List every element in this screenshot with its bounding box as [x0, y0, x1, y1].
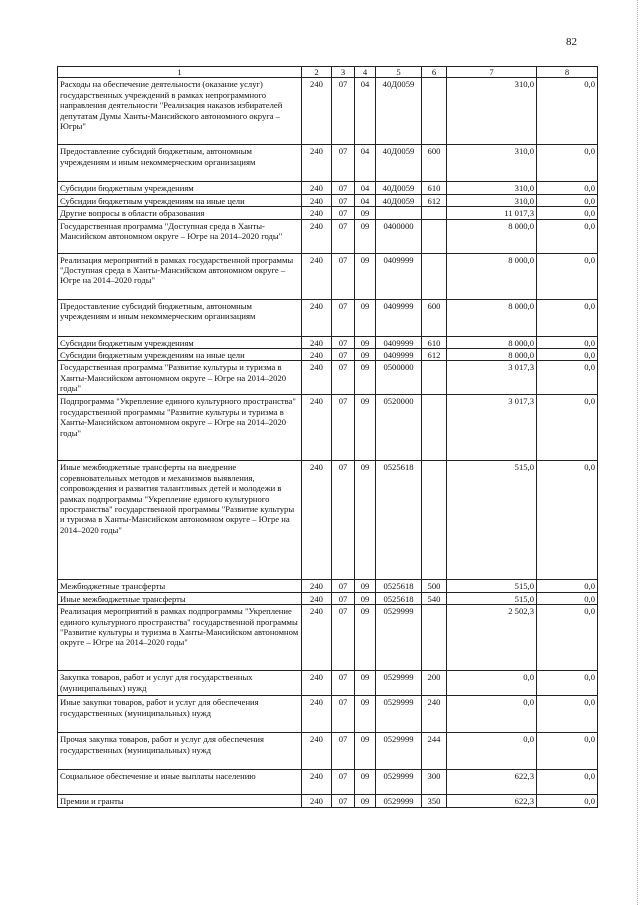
- table-row: [58, 194, 598, 206]
- row-name-cell: Другие вопросы в области образования: [58, 207, 302, 219]
- subsection-code-cell: 04: [355, 194, 376, 206]
- federal-amount-cell: 0,0: [537, 671, 598, 696]
- page-number: 82: [566, 36, 577, 48]
- target-article-cell: 0529999: [376, 696, 422, 733]
- subsection-code-cell: 09: [355, 361, 376, 395]
- federal-amount-cell: 0,0: [537, 78, 598, 145]
- row-name-cell: Закупка товаров, работ и услуг для государственных (муниципальных) нужд: [58, 671, 302, 696]
- federal-amount-cell: 0,0: [537, 592, 598, 604]
- row-name-cell: Государственная программа "Развитие культуры и туризма в Ханты-Мансийском автономном округе – Югре на 2014–2020 годы": [58, 361, 302, 395]
- expense-type-cell: [422, 253, 447, 299]
- federal-amount-cell: 0,0: [537, 207, 598, 219]
- federal-amount-cell: 0,0: [537, 145, 598, 182]
- section-code-cell: 07: [332, 671, 355, 696]
- header-col-7: 7: [447, 67, 537, 78]
- section-code-cell: 07: [332, 461, 355, 580]
- section-code-cell: 07: [332, 592, 355, 604]
- subsection-code-cell: 09: [355, 207, 376, 219]
- subsection-code-cell: 04: [355, 145, 376, 182]
- amount-cell: 0,0: [447, 733, 537, 770]
- header-col-6: 6: [422, 67, 447, 78]
- expense-type-cell: [422, 78, 447, 145]
- section-code-cell: 07: [332, 299, 355, 336]
- table-row: [58, 733, 598, 770]
- expense-type-cell: 240: [422, 696, 447, 733]
- table-row: [58, 580, 598, 592]
- row-name-cell: Субсидии бюджетным учреждениям: [58, 336, 302, 348]
- federal-amount-cell: 0,0: [537, 194, 598, 206]
- table-row: [58, 182, 598, 194]
- row-name-cell: Расходы на обеспечение деятельности (оказание услуг) государственных учреждений в рамках непрограммного направления деятельности "Реализация наказов избирателей депутатам Думы Ханты-Мансийского автономного округа – Югры": [58, 78, 302, 145]
- target-article-cell: 40Д0059: [376, 182, 422, 194]
- table-row: [58, 336, 598, 348]
- amount-cell: 515,0: [447, 592, 537, 604]
- grbs-code-cell: 240: [302, 580, 332, 592]
- target-article-cell: 0409999: [376, 299, 422, 336]
- federal-amount-cell: 0,0: [537, 361, 598, 395]
- table-row: [58, 395, 598, 461]
- section-code-cell: 07: [332, 349, 355, 361]
- row-name-cell: Подпрограмма "Укрепление единого культурного пространства" государственной программы "Развитие культуры и туризма в Ханты-Мансийском автономном округе – Югре на 2014–2020 годы": [58, 395, 302, 461]
- grbs-code-cell: 240: [302, 219, 332, 253]
- amount-cell: 0,0: [447, 696, 537, 733]
- row-name-cell: Иные межбюджетные трансферты на внедрение соревновательных методов и механизмов выявления, сопровождения и развития талантливых детей и молодежи в рамках подпрограммы "Укрепление единого культурного пространства" государственной программы "Развитие культуры и туризма в Ханты-Мансийском автономном округе – Югре на 2014–2020 годы": [58, 461, 302, 580]
- subsection-code-cell: 09: [355, 580, 376, 592]
- target-article-cell: 0409999: [376, 253, 422, 299]
- grbs-code-cell: 240: [302, 733, 332, 770]
- target-article-cell: 0520000: [376, 395, 422, 461]
- row-name-cell: Социальное обеспечение и иные выплаты населению: [58, 770, 302, 795]
- amount-cell: 2 502,3: [447, 605, 537, 671]
- row-name-cell: Реализация мероприятий в рамках государственной программы "Доступная среда в Ханты-Мансийском автономном округе – Югре на 2014–2020 годы": [58, 253, 302, 299]
- section-code-cell: 07: [332, 733, 355, 770]
- row-name-cell: Иные закупки товаров, работ и услуг для обеспечения государственных (муниципальных) нужд: [58, 696, 302, 733]
- grbs-code-cell: 240: [302, 770, 332, 795]
- subsection-code-cell: 09: [355, 219, 376, 253]
- table-row: [58, 671, 598, 696]
- federal-amount-cell: 0,0: [537, 770, 598, 795]
- grbs-code-cell: 240: [302, 145, 332, 182]
- subsection-code-cell: 09: [355, 770, 376, 795]
- target-article-cell: 0529999: [376, 733, 422, 770]
- federal-amount-cell: 0,0: [537, 580, 598, 592]
- expense-type-cell: 540: [422, 592, 447, 604]
- section-code-cell: 07: [332, 253, 355, 299]
- row-name-cell: Предоставление субсидий бюджетным, автономным учреждениям и иным некоммерческим организациям: [58, 145, 302, 182]
- amount-cell: 622,3: [447, 770, 537, 795]
- expense-type-cell: [422, 395, 447, 461]
- subsection-code-cell: 09: [355, 671, 376, 696]
- subsection-code-cell: 09: [355, 299, 376, 336]
- grbs-code-cell: 240: [302, 78, 332, 145]
- federal-amount-cell: 0,0: [537, 299, 598, 336]
- expense-type-cell: 300: [422, 770, 447, 795]
- amount-cell: 310,0: [447, 78, 537, 145]
- table-row: [58, 461, 598, 580]
- section-code-cell: 07: [332, 361, 355, 395]
- federal-amount-cell: 0,0: [537, 461, 598, 580]
- expense-type-cell: 610: [422, 336, 447, 348]
- grbs-code-cell: 240: [302, 671, 332, 696]
- grbs-code-cell: 240: [302, 194, 332, 206]
- row-name-cell: Предоставление субсидий бюджетным, автономным учреждениям и иным некоммерческим организациям: [58, 299, 302, 336]
- amount-cell: 310,0: [447, 194, 537, 206]
- target-article-cell: 0409999: [376, 336, 422, 348]
- expense-type-cell: [422, 605, 447, 671]
- grbs-code-cell: 240: [302, 592, 332, 604]
- subsection-code-cell: 09: [355, 349, 376, 361]
- header-col-4: 4: [355, 67, 376, 78]
- target-article-cell: 0525618: [376, 592, 422, 604]
- amount-cell: 515,0: [447, 580, 537, 592]
- subsection-code-cell: 04: [355, 78, 376, 145]
- table-row: [58, 145, 598, 182]
- target-article-cell: 0529999: [376, 605, 422, 671]
- table-row: [58, 299, 598, 336]
- row-name-cell: Субсидии бюджетным учреждениям на иные цели: [58, 349, 302, 361]
- row-name-cell: Прочая закупка товаров, работ и услуг для обеспечения государственных (муниципальных) нужд: [58, 733, 302, 770]
- target-article-cell: 0525618: [376, 461, 422, 580]
- header-row: [58, 67, 598, 78]
- target-article-cell: 40Д0059: [376, 194, 422, 206]
- federal-amount-cell: 0,0: [537, 253, 598, 299]
- subsection-code-cell: 09: [355, 592, 376, 604]
- target-article-cell: 0409999: [376, 349, 422, 361]
- grbs-code-cell: 240: [302, 336, 332, 348]
- expense-type-cell: 244: [422, 733, 447, 770]
- table-row: [58, 78, 598, 145]
- expense-type-cell: [422, 207, 447, 219]
- grbs-code-cell: 240: [302, 207, 332, 219]
- expense-type-cell: 612: [422, 349, 447, 361]
- amount-cell: 0,0: [447, 671, 537, 696]
- amount-cell: 8 000,0: [447, 219, 537, 253]
- amount-cell: 622,3: [447, 795, 537, 807]
- expense-type-cell: 600: [422, 145, 447, 182]
- grbs-code-cell: 240: [302, 395, 332, 461]
- federal-amount-cell: 0,0: [537, 395, 598, 461]
- expense-type-cell: 600: [422, 299, 447, 336]
- table-row: [58, 592, 598, 604]
- federal-amount-cell: 0,0: [537, 182, 598, 194]
- grbs-code-cell: 240: [302, 696, 332, 733]
- federal-amount-cell: 0,0: [537, 349, 598, 361]
- target-article-cell: 0529999: [376, 671, 422, 696]
- row-name-cell: Субсидии бюджетным учреждениям: [58, 182, 302, 194]
- subsection-code-cell: 09: [355, 733, 376, 770]
- amount-cell: 310,0: [447, 182, 537, 194]
- row-name-cell: Государственная программа "Доступная среда в Ханты-Мансийском автономном округе – Югре на 2014–2020 годы": [58, 219, 302, 253]
- subsection-code-cell: 09: [355, 696, 376, 733]
- section-code-cell: 07: [332, 182, 355, 194]
- grbs-code-cell: 240: [302, 605, 332, 671]
- grbs-code-cell: 240: [302, 361, 332, 395]
- header-col-8: 8: [537, 67, 598, 78]
- row-name-cell: Иные межбюджетные трансферты: [58, 592, 302, 604]
- table-row: [58, 605, 598, 671]
- section-code-cell: 07: [332, 580, 355, 592]
- section-code-cell: 07: [332, 194, 355, 206]
- table-row: [58, 349, 598, 361]
- federal-amount-cell: 0,0: [537, 219, 598, 253]
- target-article-cell: 0525618: [376, 580, 422, 592]
- grbs-code-cell: 240: [302, 182, 332, 194]
- target-article-cell: 40Д0059: [376, 78, 422, 145]
- section-code-cell: 07: [332, 395, 355, 461]
- federal-amount-cell: 0,0: [537, 696, 598, 733]
- row-name-cell: Субсидии бюджетным учреждениям на иные цели: [58, 194, 302, 206]
- grbs-code-cell: 240: [302, 299, 332, 336]
- table-row: [58, 207, 598, 219]
- budget-table: [57, 66, 598, 808]
- section-code-cell: 07: [332, 696, 355, 733]
- section-code-cell: 07: [332, 605, 355, 671]
- amount-cell: 3 017,3: [447, 361, 537, 395]
- grbs-code-cell: 240: [302, 349, 332, 361]
- section-code-cell: 07: [332, 770, 355, 795]
- target-article-cell: 0529999: [376, 770, 422, 795]
- amount-cell: 11 017,3: [447, 207, 537, 219]
- header-col-3: 3: [332, 67, 355, 78]
- row-name-cell: Премии и гранты: [58, 795, 302, 807]
- subsection-code-cell: 04: [355, 182, 376, 194]
- table-row: [58, 696, 598, 733]
- header-col-1: 1: [58, 67, 302, 78]
- section-code-cell: 07: [332, 78, 355, 145]
- amount-cell: 310,0: [447, 145, 537, 182]
- grbs-code-cell: 240: [302, 795, 332, 807]
- federal-amount-cell: 0,0: [537, 733, 598, 770]
- amount-cell: 8 000,0: [447, 336, 537, 348]
- target-article-cell: [376, 207, 422, 219]
- table-row: [58, 770, 598, 795]
- amount-cell: 8 000,0: [447, 253, 537, 299]
- subsection-code-cell: 09: [355, 795, 376, 807]
- section-code-cell: 07: [332, 795, 355, 807]
- subsection-code-cell: 09: [355, 253, 376, 299]
- row-name-cell: Межбюджетные трансферты: [58, 580, 302, 592]
- amount-cell: 8 000,0: [447, 349, 537, 361]
- federal-amount-cell: 0,0: [537, 336, 598, 348]
- grbs-code-cell: 240: [302, 253, 332, 299]
- table-row: [58, 795, 598, 807]
- amount-cell: 3 017,3: [447, 395, 537, 461]
- expense-type-cell: 200: [422, 671, 447, 696]
- amount-cell: 8 000,0: [447, 299, 537, 336]
- expense-type-cell: [422, 461, 447, 580]
- expense-type-cell: 610: [422, 182, 447, 194]
- table-row: [58, 361, 598, 395]
- federal-amount-cell: 0,0: [537, 795, 598, 807]
- row-name-cell: Реализация мероприятий в рамках подпрограммы "Укрепление единого культурного пространства" государственной программы "Развитие культуры и туризма в Ханты-Мансийском автономном округе – Югре на 2014–2020 годы": [58, 605, 302, 671]
- grbs-code-cell: 240: [302, 461, 332, 580]
- header-col-5: 5: [376, 67, 422, 78]
- section-code-cell: 07: [332, 219, 355, 253]
- target-article-cell: 0400000: [376, 219, 422, 253]
- subsection-code-cell: 09: [355, 395, 376, 461]
- section-code-cell: 07: [332, 336, 355, 348]
- section-code-cell: 07: [332, 207, 355, 219]
- header-col-2: 2: [302, 67, 332, 78]
- expense-type-cell: 350: [422, 795, 447, 807]
- expense-type-cell: [422, 361, 447, 395]
- target-article-cell: 0500000: [376, 361, 422, 395]
- federal-amount-cell: 0,0: [537, 605, 598, 671]
- target-article-cell: 0529999: [376, 795, 422, 807]
- expense-type-cell: [422, 219, 447, 253]
- page-edge-line: [637, 0, 638, 905]
- expense-type-cell: 612: [422, 194, 447, 206]
- section-code-cell: 07: [332, 145, 355, 182]
- subsection-code-cell: 09: [355, 461, 376, 580]
- table-row: [58, 253, 598, 299]
- subsection-code-cell: 09: [355, 336, 376, 348]
- amount-cell: 515,0: [447, 461, 537, 580]
- table-row: [58, 219, 598, 253]
- subsection-code-cell: 09: [355, 605, 376, 671]
- target-article-cell: 40Д0059: [376, 145, 422, 182]
- expense-type-cell: 500: [422, 580, 447, 592]
